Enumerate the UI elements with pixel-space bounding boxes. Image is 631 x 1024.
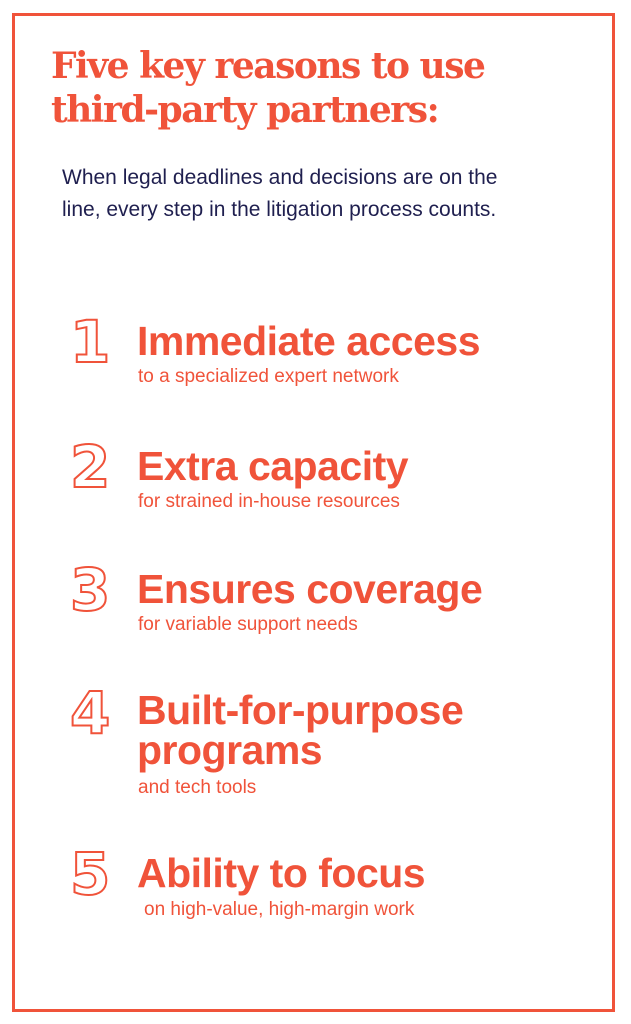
reason-heading: Ability to focus: [137, 850, 426, 896]
reason-subtext: for strained in-house resources: [138, 491, 400, 512]
title-line-2: third-party partners:: [51, 89, 439, 131]
number-5-icon: 5: [70, 840, 111, 908]
reason-subtext: to a specialized expert network: [138, 366, 399, 387]
reason-heading-line-2: programs: [137, 727, 323, 773]
reason-subtext: for variable support needs: [138, 614, 358, 635]
reason-heading: Ensures coverage: [137, 566, 483, 612]
number-1-icon: 1: [70, 308, 111, 376]
number-4-icon: 4: [70, 679, 111, 747]
reason-subtext: and tech tools: [138, 777, 257, 798]
number-2-icon: 2: [70, 433, 111, 501]
reason-subtext: on high-value, high-margin work: [144, 899, 415, 920]
intro-text: When legal deadlines and decisions are on the line, every step in the litigation process counts.: [62, 166, 498, 221]
reason-heading: Built-for-purpose: [137, 687, 464, 733]
reason-heading: Extra capacity: [137, 443, 409, 489]
page-title: [51, 44, 484, 132]
number-3-icon: 3: [70, 556, 111, 624]
title-line-1: Five key reasons to use: [51, 45, 485, 87]
reason-heading: Immediate access: [137, 318, 481, 364]
